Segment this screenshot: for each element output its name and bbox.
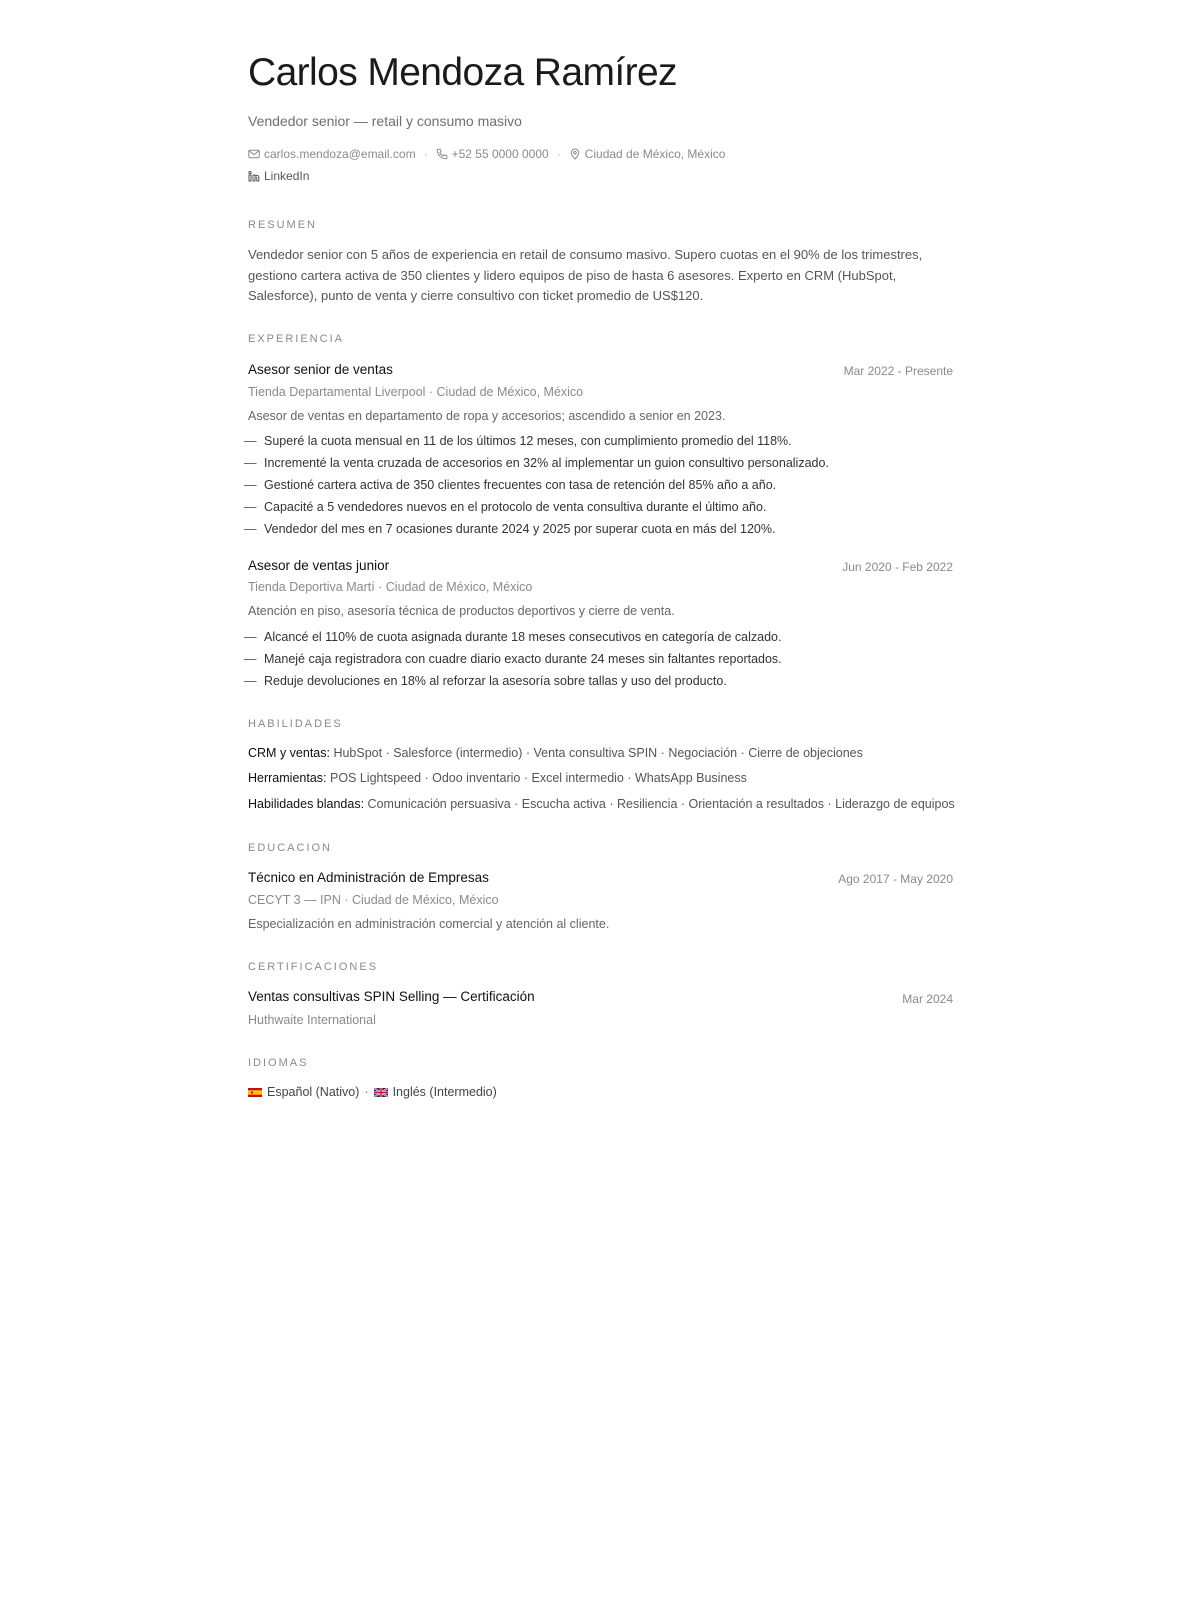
phone-icon — [436, 148, 452, 160]
contact-email[interactable] — [248, 147, 416, 161]
location-text: Ciudad de México, México — [584, 147, 726, 161]
education-institution: CECYT 3 — IPN · Ciudad de México, México — [248, 893, 499, 907]
contact-separator: · — [556, 147, 561, 161]
bullet-dash: — — [244, 456, 257, 470]
skill-label: CRM y ventas: — [248, 746, 330, 760]
linkedin-icon — [248, 170, 264, 182]
achievement-item — [244, 670, 782, 692]
certification-issuer: Huthwaite International — [248, 1013, 376, 1027]
skill-label: Herramientas: — [248, 771, 327, 785]
degree-title: Técnico en Administración de Empresas — [248, 870, 489, 885]
section-heading-certifications: CERTIFICACIONES — [248, 961, 379, 973]
certification-title: Ventas consultivas SPIN Selling — Certificación — [248, 989, 535, 1004]
bullet-dash: — — [244, 652, 257, 666]
certification-date: Mar 2024 — [902, 992, 953, 1006]
achievement-text: Superé la cuota mensual en 11 de los últimos 12 meses, con cumplimiento promedio del 118%. — [264, 434, 792, 448]
bullet-dash: — — [244, 500, 257, 514]
bullet-dash: — — [244, 478, 257, 492]
uk-flag-icon — [374, 1088, 388, 1097]
achievement-text: Capacité a 5 vendedores nuevos en el protocolo de venta consultiva durante el último año. — [264, 500, 767, 514]
job-dates: Mar 2022 - Presente — [843, 364, 953, 378]
achievement-text: Alcancé el 110% de cuota asignada durante 18 meses consecutivos en categoría de calzado. — [264, 630, 782, 644]
mail-icon — [248, 148, 264, 160]
section-heading-experience: EXPERIENCIA — [248, 333, 344, 345]
section-heading-education: EDUCACION — [248, 842, 333, 854]
achievement-text: Incrementé la venta cruzada de accesorios en 32% al implementar un guion consultivo personalizado. — [264, 456, 829, 470]
section-heading-skills: HABILIDADES — [248, 718, 343, 730]
contact-phone[interactable] — [436, 147, 549, 161]
achievement-text: Reduje devoluciones en 18% al reforzar la asesoría sobre tallas y uso del producto. — [264, 674, 727, 688]
job-achievements — [244, 626, 782, 692]
achievement-item — [244, 648, 782, 670]
achievement-text: Vendedor del mes en 7 ocasiones durante 2024 y 2025 por superar cuota en más del 120%. — [264, 522, 776, 536]
achievement-text: Gestioné cartera activa de 350 clientes frecuentes con tasa de retención del 85% año a año. — [264, 478, 777, 492]
email-text: carlos.mendoza@email.com — [264, 147, 416, 161]
candidate-name: Carlos Mendoza Ramírez — [248, 51, 677, 94]
bullet-dash: — — [244, 630, 257, 644]
bullet-dash: — — [244, 522, 257, 536]
contact-location — [569, 147, 726, 161]
skill-values: Comunicación persuasiva · Escucha activa · Resiliencia · Orientación a resultados · Liderazgo de equipos — [367, 797, 955, 811]
education-description: Especialización en administración comercial y atención al cliente. — [248, 917, 610, 931]
job-description: Atención en piso, asesoría técnica de productos deportivos y cierre de venta. — [248, 604, 675, 618]
contact-linkedin[interactable] — [248, 169, 309, 183]
spain-flag-icon — [248, 1088, 262, 1097]
section-heading-summary: RESUMEN — [248, 219, 318, 231]
bullet-dash: — — [244, 434, 257, 448]
bullet-dash: — — [244, 674, 257, 688]
job-dates: Jun 2020 - Feb 2022 — [842, 560, 953, 574]
achievement-item — [244, 452, 829, 474]
contact-row-links — [248, 168, 309, 184]
summary-text: Vendedor senior con 5 años de experiencia en retail de consumo masivo. Supero cuotas en el 90% de los trimestres, gestiono cartera activa de 350 clientes y lidero equipos de piso de hasta 6 asesores. Experto en CRM (HubSpot, Salesforce), punto de venta y cierre consultivo con ticket promedio de US$120. — [248, 247, 923, 303]
achievement-item — [244, 474, 829, 496]
section-heading-languages: IDIOMAS — [248, 1057, 309, 1069]
skill-row — [248, 797, 955, 811]
language-item: Inglés (Intermedio) — [392, 1085, 497, 1099]
language-item: Español (Nativo) — [267, 1085, 360, 1099]
job-org: Tienda Departamental Liverpool · Ciudad de México, México — [248, 385, 584, 399]
job-org: Tienda Deportiva Martí · Ciudad de México, México — [248, 580, 533, 594]
skill-values: POS Lightspeed · Odoo inventario · Excel intermedio · WhatsApp Business — [329, 771, 747, 785]
phone-text: +52 55 0000 0000 — [451, 147, 549, 161]
skill-row — [248, 746, 863, 760]
language-separator: · — [364, 1085, 369, 1099]
skill-row — [248, 771, 747, 785]
contact-separator: · — [423, 147, 428, 161]
linkedin-text: LinkedIn — [264, 169, 310, 183]
job-description: Asesor de ventas en departamento de ropa y accesorios; ascendido a senior en 2023. — [248, 409, 726, 423]
education-dates: Ago 2017 - May 2020 — [838, 872, 953, 886]
skill-label: Habilidades blandas: — [248, 797, 365, 811]
achievement-item — [244, 518, 829, 540]
location-pin-icon — [569, 148, 585, 160]
languages-list — [248, 1083, 497, 1101]
achievement-item — [244, 430, 829, 452]
skill-values: HubSpot · Salesforce (intermedio) · Venta consultiva SPIN · Negociación · Cierre de objeciones — [333, 746, 863, 760]
job-title: Asesor de ventas junior — [248, 558, 390, 573]
achievement-text: Manejé caja registradora con cuadre diario exacto durante 24 meses sin faltantes reportados. — [264, 652, 782, 666]
contact-row — [248, 146, 725, 162]
candidate-headline: Vendedor senior — retail y consumo masivo — [248, 113, 522, 129]
achievement-item — [244, 626, 782, 648]
achievement-item — [244, 496, 829, 518]
job-achievements — [244, 430, 829, 540]
job-title: Asesor senior de ventas — [248, 362, 393, 377]
